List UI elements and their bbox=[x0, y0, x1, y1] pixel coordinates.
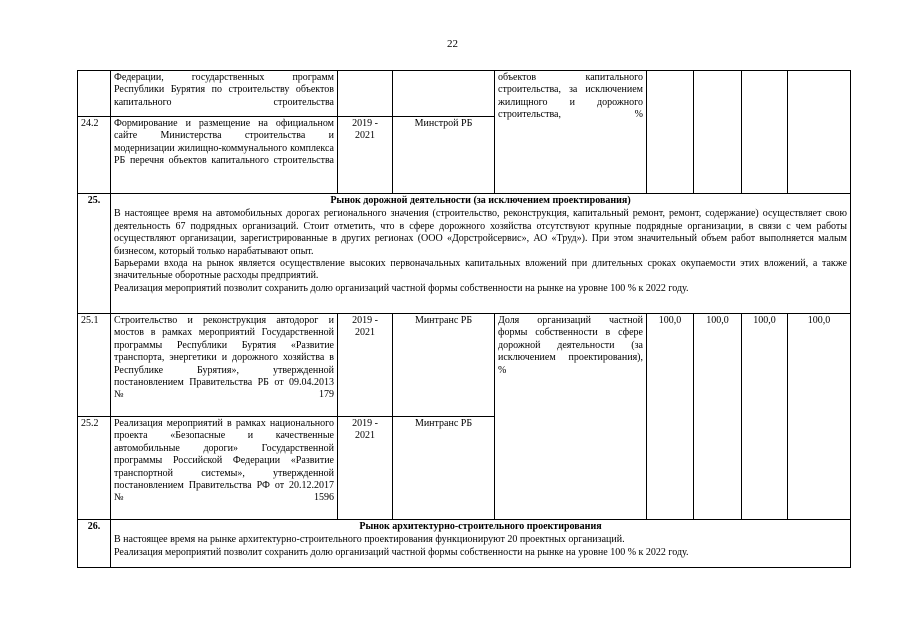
executor-cell bbox=[393, 71, 495, 117]
section-content bbox=[111, 194, 851, 314]
indicator-cell: объектов капитального строительства, за исключением жилищного и дорожного строительства, % bbox=[495, 71, 647, 194]
period-cell: 2019 - 2021 bbox=[338, 117, 393, 194]
value-cell: 100,0 bbox=[694, 314, 742, 520]
section-body bbox=[114, 534, 847, 559]
measure-cell: Реализация мероприятий в рамках национального проекта «Безопасные и качественные автомобильные дороги» Государственной программы Российской Федерации «Развитие транспортной системы», утвержденной постановлением Правительства РФ от 20.12.2017 № 1596 bbox=[111, 417, 338, 520]
value-cell: 100,0 bbox=[788, 314, 851, 520]
table-row bbox=[78, 314, 851, 417]
section-paragraph: Реализация мероприятий позволит сохранить долю организаций частной формы собственности на рынке на уровне 100 % к 2022 году. bbox=[114, 282, 689, 294]
period-cell bbox=[338, 71, 393, 117]
table-row bbox=[78, 71, 851, 117]
page-number: 22 bbox=[447, 38, 458, 50]
measure-cell: Федерации, государственных программ Республики Бурятия по строительству объектов капитального строительства bbox=[111, 71, 338, 117]
row-number-cell: 25.2 bbox=[78, 417, 111, 520]
value-cell bbox=[694, 71, 742, 194]
value-cell bbox=[788, 71, 851, 194]
row-number-cell: 25.1 bbox=[78, 314, 111, 417]
measure-cell: Строительство и реконструкция автодорог и мостов в рамках мероприятий Государственной программы Республики Бурятия «Развитие транспорта, энергетики и дорожного хозяйства в Республике Бурятия», утвержденной постановлением Правительства РБ от 09.04.2013 № 179 bbox=[111, 314, 338, 417]
value-cell bbox=[742, 71, 788, 194]
section-paragraph: В настоящее время на автомобильных дорогах регионального значения (строительство, реконструкция, капитальный ремонт, ремонт, содержание) осуществляет свою деятельность 67 подрядных организаций. Стоит отметить, что в сфере дорожного хозяйства отсутствуют крупные подрядные организации, в связи с чем работы осуществляют организации, зарегистрированные в других регионах (ООО «Дорстройсервис», АО «Труд»). При этом значительный объем работ выполняется малым бизнесом, который только нарабатывают опыт. bbox=[114, 208, 847, 257]
executor-cell: Минтранс РБ bbox=[393, 314, 495, 417]
section-number: 25. bbox=[78, 194, 111, 314]
section-row bbox=[78, 520, 851, 568]
measures-table bbox=[77, 70, 851, 568]
section-paragraph: В настоящее время на рынке архитектурно-строительного проектирования функционируют 20 проектных организаций. bbox=[114, 534, 625, 546]
executor-cell: Минтранс РБ bbox=[393, 417, 495, 520]
value-cell: 100,0 bbox=[742, 314, 788, 520]
row-number-cell: 24.2 bbox=[78, 117, 111, 194]
section-body bbox=[114, 208, 847, 295]
value-cell: 100,0 bbox=[647, 314, 694, 520]
section-paragraph: Барьерами входа на рынок является осуществление высоких первоначальных капитальных вложений при длительных сроках окупаемости этих вложений, а также значительные оборотные расходы предприятий. bbox=[114, 258, 847, 282]
executor-cell: Минстрой РБ bbox=[393, 117, 495, 194]
section-title: Рынок дорожной деятельности (за исключением проектирования) bbox=[330, 195, 631, 206]
section-title: Рынок архитектурно-строительного проектирования bbox=[359, 521, 602, 532]
section-content bbox=[111, 520, 851, 568]
section-paragraph: Реализация мероприятий позволит сохранить долю организаций частной формы собственности на рынке на уровне 100 % к 2022 году. bbox=[114, 546, 689, 558]
period-cell: 2019 - 2021 bbox=[338, 417, 393, 520]
indicator-cell: Доля организаций частной формы собственности в сфере дорожной деятельности (за исключением проектирования), % bbox=[495, 314, 647, 520]
row-number-cell bbox=[78, 71, 111, 117]
measure-cell: Формирование и размещение на официальном сайте Министерства строительства и модернизации жилищно-коммунального комплекса РБ перечня объектов капитального строительства bbox=[111, 117, 338, 194]
period-cell: 2019 - 2021 bbox=[338, 314, 393, 417]
section-row bbox=[78, 194, 851, 314]
section-number: 26. bbox=[78, 520, 111, 568]
value-cell bbox=[647, 71, 694, 194]
